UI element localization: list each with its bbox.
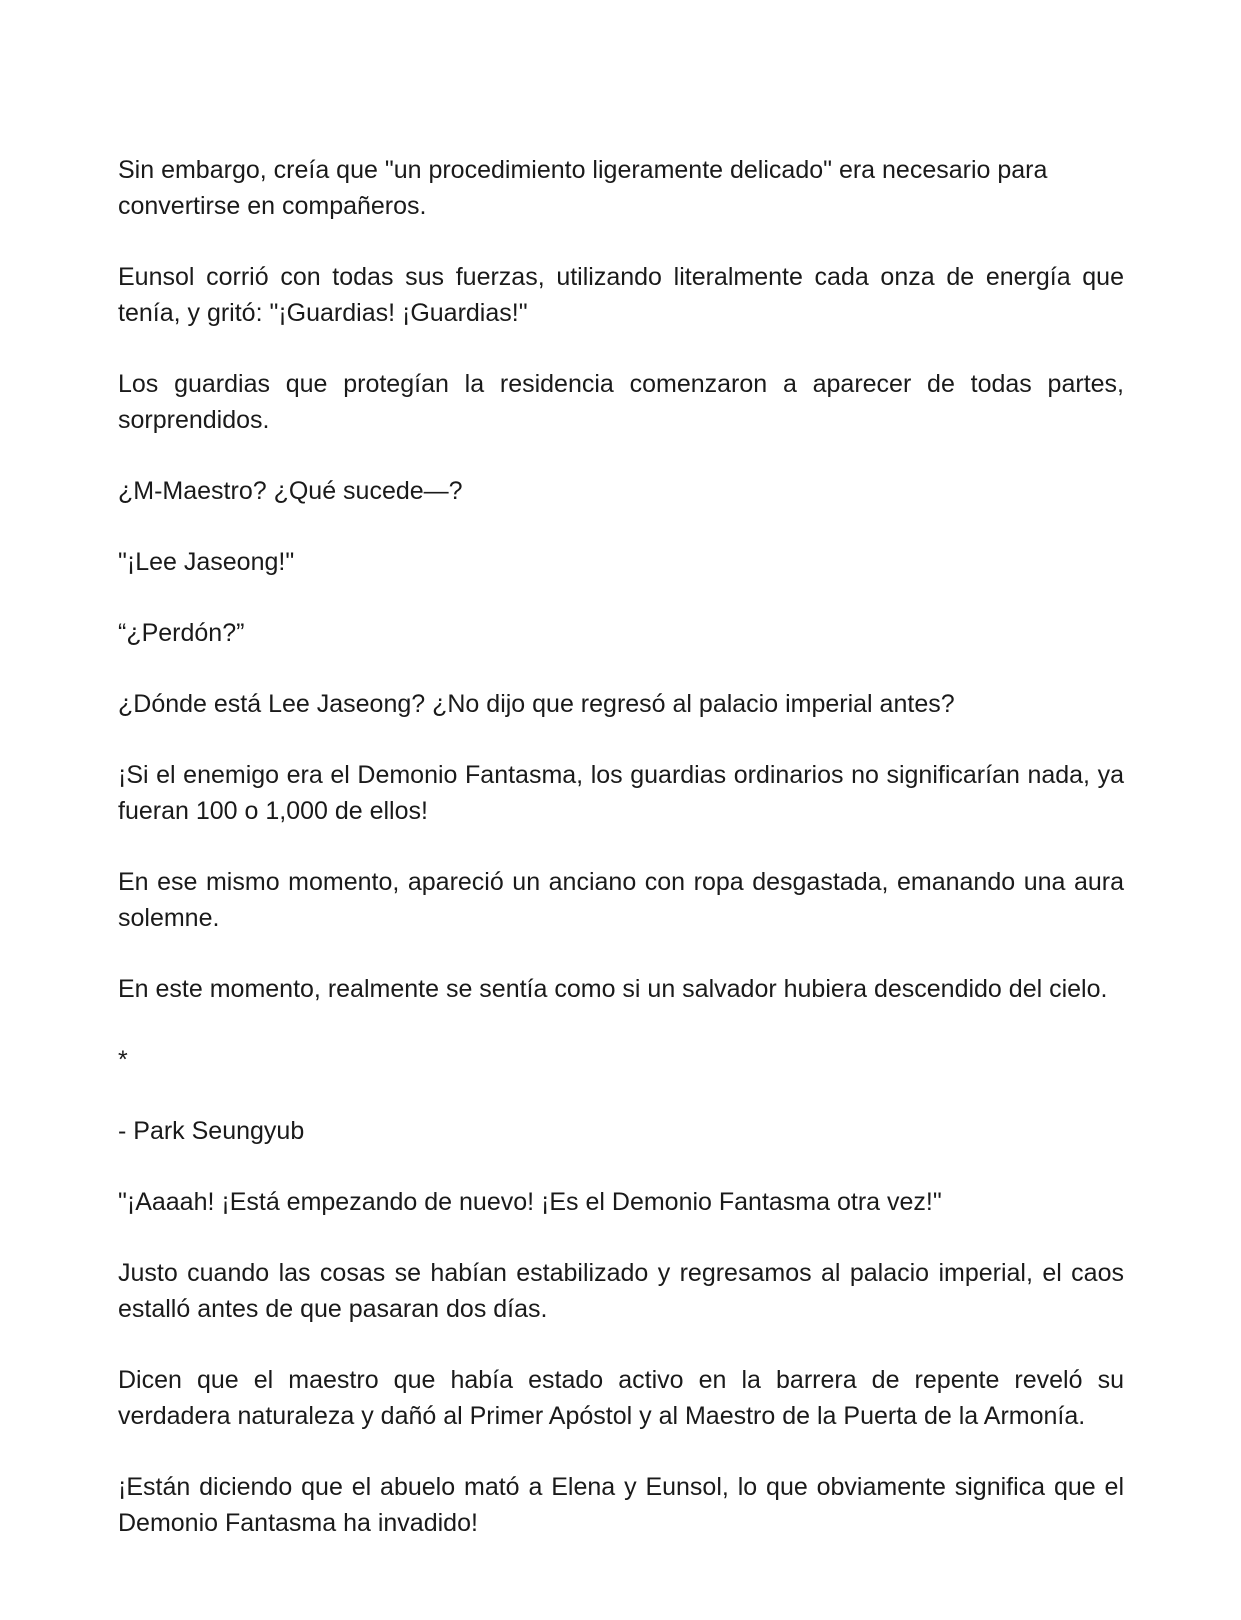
paragraph: Eunsol corrió con todas sus fuerzas, utilizando literalmente cada onza de energía que tenía, y gritó: "¡Guardias! ¡Guardias!" — [118, 263, 1124, 327]
paragraph: ¿Dónde está Lee Jaseong? ¿No dijo que regresó al palacio imperial antes? — [118, 690, 955, 718]
paragraph: ¡Si el enemigo era el Demonio Fantasma, los guardias ordinarios no significarían nada, ya fueran 100 o 1,000 de ellos! — [118, 761, 1124, 825]
paragraph: "¡Lee Jaseong!" — [118, 548, 295, 576]
paragraph: ¡Están diciendo que el abuelo mató a Elena y Eunsol, lo que obviamente significa que el Demonio Fantasma ha invadido! — [118, 1473, 1124, 1537]
paragraph: En ese mismo momento, apareció un anciano con ropa desgastada, emanando una aura solemne. — [118, 868, 1124, 932]
paragraph: ¿M-Maestro? ¿Qué sucede—? — [118, 477, 463, 505]
paragraph: Sin embargo, creía que "un procedimiento ligeramente delicado" era necesario para convertirse en compañeros. — [118, 156, 1048, 220]
paragraph: "¡Aaaah! ¡Está empezando de nuevo! ¡Es el Demonio Fantasma otra vez!" — [118, 1188, 942, 1216]
document-body — [118, 152, 1124, 1576]
paragraph: Los guardias que protegían la residencia comenzaron a aparecer de todas partes, sorprendidos. — [118, 370, 1124, 434]
section-heading: - Park Seungyub — [118, 1117, 305, 1145]
paragraph: “¿Perdón?” — [118, 619, 245, 647]
paragraph: En este momento, realmente se sentía como si un salvador hubiera descendido del cielo. — [118, 975, 1108, 1003]
section-separator: * — [118, 1046, 128, 1074]
paragraph: Dicen que el maestro que había estado activo en la barrera de repente reveló su verdadera naturaleza y dañó al Primer Apóstol y al Maestro de la Puerta de la Armonía. — [118, 1366, 1124, 1430]
paragraph: Justo cuando las cosas se habían estabilizado y regresamos al palacio imperial, el caos estalló antes de que pasaran dos días. — [118, 1259, 1124, 1323]
